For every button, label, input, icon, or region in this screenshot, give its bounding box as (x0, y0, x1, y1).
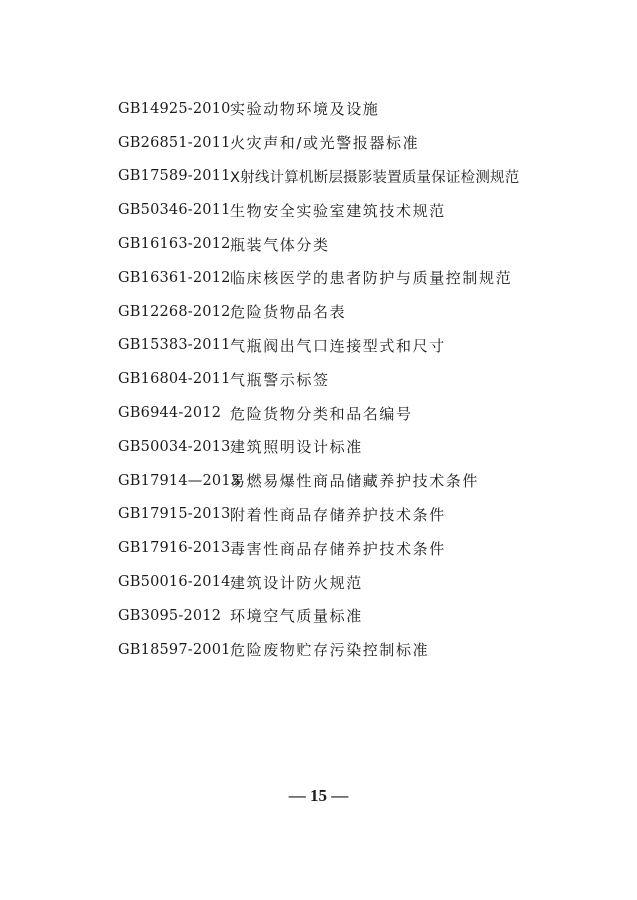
standard-title: 实验动物环境及设施 (230, 100, 380, 119)
standard-code: GB16804-2011 (118, 371, 231, 388)
standard-row (118, 295, 618, 329)
standard-title: 临床核医学的患者防护与质量控制规范 (230, 269, 513, 288)
standard-title: 气瓶警示标签 (230, 370, 330, 389)
standard-row (118, 261, 618, 295)
page-number: — 15 — (288, 786, 349, 805)
standard-row (118, 160, 618, 194)
standard-code: GB50034-2013 (118, 438, 231, 455)
standard-row (118, 362, 618, 396)
standard-row (118, 92, 618, 126)
standard-row (118, 396, 618, 430)
standard-row (118, 329, 618, 363)
standard-title: 火灾声和/或光警报器标准 (230, 134, 420, 153)
standard-row (118, 599, 618, 633)
standard-code: GB18597-2001 (118, 641, 231, 658)
standard-code: GB12268-2012 (118, 303, 231, 320)
standard-row (118, 498, 618, 532)
standard-title: 建筑设计防火规范 (230, 573, 363, 592)
standard-title: 气瓶阀出气口连接型式和尺寸 (230, 336, 446, 355)
standard-code: GB26851-2011 (118, 134, 231, 151)
standard-code: GB14925-2010 (118, 100, 231, 117)
standard-row (118, 430, 618, 464)
standard-code: GB17915-2013 (118, 506, 231, 523)
standard-code: GB50016-2014 (118, 574, 231, 591)
standard-row (118, 565, 618, 599)
standard-title: 危险货物品名表 (230, 303, 347, 322)
standard-row (118, 464, 618, 498)
standard-title: 瓶装气体分类 (230, 235, 330, 254)
standard-title: 生物安全实验室建筑技术规范 (230, 201, 446, 220)
standard-title: 附着性商品存储养护技术条件 (230, 505, 446, 524)
standard-title: 易燃易爆性商品储藏养护技术条件 (230, 472, 480, 491)
standard-code: GB17589-2011 (118, 168, 231, 185)
standard-code: GB17916-2013 (118, 540, 231, 557)
standard-row (118, 633, 618, 667)
standard-row (118, 227, 618, 261)
standard-title: X射线计算机断层摄影装置质量保证检测规范 (230, 169, 520, 186)
standard-code: GB6944-2012 (118, 405, 222, 422)
standard-row (118, 126, 618, 160)
standard-row (118, 193, 618, 227)
standard-code: GB16163-2012 (118, 236, 231, 253)
standard-title: 毒害性商品存储养护技术条件 (230, 539, 446, 558)
standards-list (118, 92, 618, 667)
standard-code: GB3095-2012 (118, 607, 222, 624)
standard-title: 建筑照明设计标准 (230, 438, 363, 457)
standard-title: 环境空气质量标准 (230, 607, 363, 626)
standard-code: GB17914—2013 (118, 472, 241, 489)
standard-title: 危险货物分类和品名编号 (230, 404, 413, 423)
standard-code: GB15383-2011 (118, 337, 231, 354)
standard-row (118, 531, 618, 565)
standard-code: GB50346-2011 (118, 202, 231, 219)
standard-title: 危险废物贮存污染控制标准 (230, 641, 430, 660)
standard-code: GB16361-2012 (118, 269, 231, 286)
